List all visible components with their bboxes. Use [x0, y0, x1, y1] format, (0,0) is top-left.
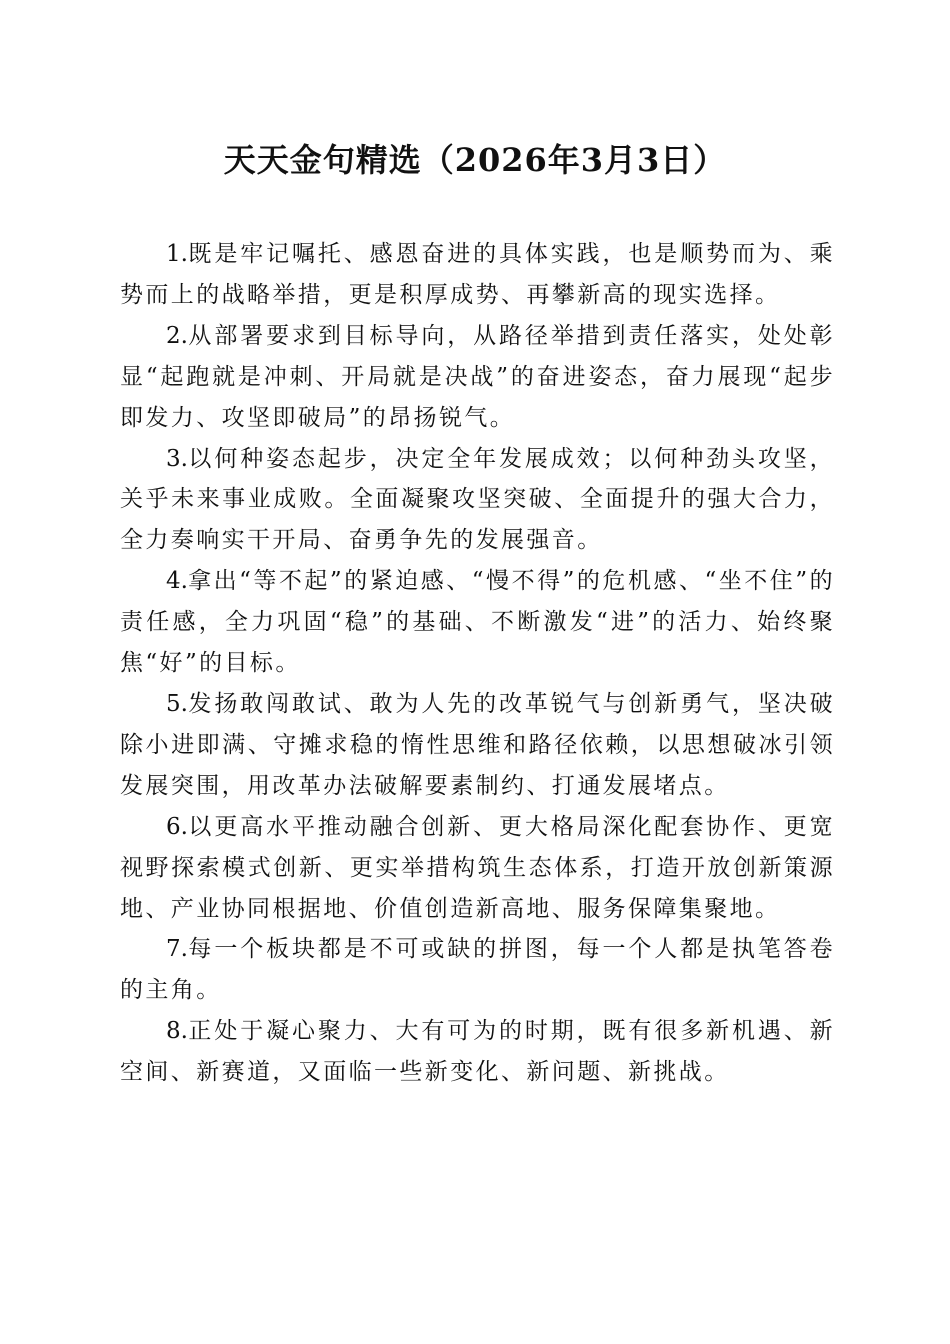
paragraph-1 [120, 234, 835, 316]
paragraph-text: 拿出“等不起”的紧迫感、“慢不得”的危机感、“坐不住”的责任感，全力巩固“稳”的基础、不断激发“进”的活力、始终聚焦“好”的目标。 [120, 568, 835, 677]
paragraph-number: 4. [166, 568, 188, 595]
paragraph-number: 8. [166, 1018, 188, 1045]
paragraph-8 [120, 1011, 835, 1093]
document-body [120, 234, 835, 1093]
paragraph-number: 6. [166, 813, 188, 840]
paragraph-text: 以更高水平推动融合创新、更大格局深化配套协作、更宽视野探索模式创新、更实举措构筑生态体系，打造开放创新策源地、产业协同根据地、价值创造新高地、服务保障集聚地。 [120, 813, 835, 922]
paragraph-3 [120, 439, 835, 562]
paragraph-5 [120, 684, 835, 807]
paragraph-text: 发扬敢闯敢试、敢为人先的改革锐气与创新勇气，坚决破除小进即满、守摊求稳的惰性思维和路径依赖，以思想破冰引领发展突围，用改革办法破解要素制约、打通发展堵点。 [120, 690, 835, 799]
paragraph-text: 正处于凝心聚力、大有可为的时期，既有很多新机遇、新空间、新赛道，又面临一些新变化、新问题、新挑战。 [120, 1018, 835, 1086]
paragraph-6 [120, 807, 835, 930]
paragraph-text: 从部署要求到目标导向，从路径举措到责任落实，处处彰显“起跑就是冲刺、开局就是决战”的奋进姿态，奋力展现“起步即发力、攻坚即破局”的昂扬锐气。 [120, 322, 835, 431]
paragraph-text: 每一个板块都是不可或缺的拼图，每一个人都是执笔答卷的主角。 [120, 936, 835, 1004]
paragraph-4 [120, 561, 835, 684]
paragraph-number: 1. [166, 241, 188, 267]
paragraph-text: 既是牢记嘱托、感恩奋进的具体实践，也是顺势而为、乘势而上的战略举措，更是积厚成势、再攀新高的现实选择。 [120, 241, 835, 308]
paragraph-number: 7. [166, 936, 188, 963]
paragraph-2 [120, 316, 835, 439]
paragraph-number: 3. [166, 445, 188, 472]
paragraph-7 [120, 929, 835, 1011]
paragraph-number: 5. [166, 690, 188, 717]
paragraph-number: 2. [166, 322, 188, 349]
page-title: 天天金句精选（2026年3月3日） [223, 141, 727, 179]
paragraph-text: 以何种姿态起步，决定全年发展成效；以何种劲头攻坚，关乎未来事业成败。全面凝聚攻坚突破、全面提升的强大合力，全力奏响实干开局、奋勇争先的发展强音。 [120, 445, 835, 554]
